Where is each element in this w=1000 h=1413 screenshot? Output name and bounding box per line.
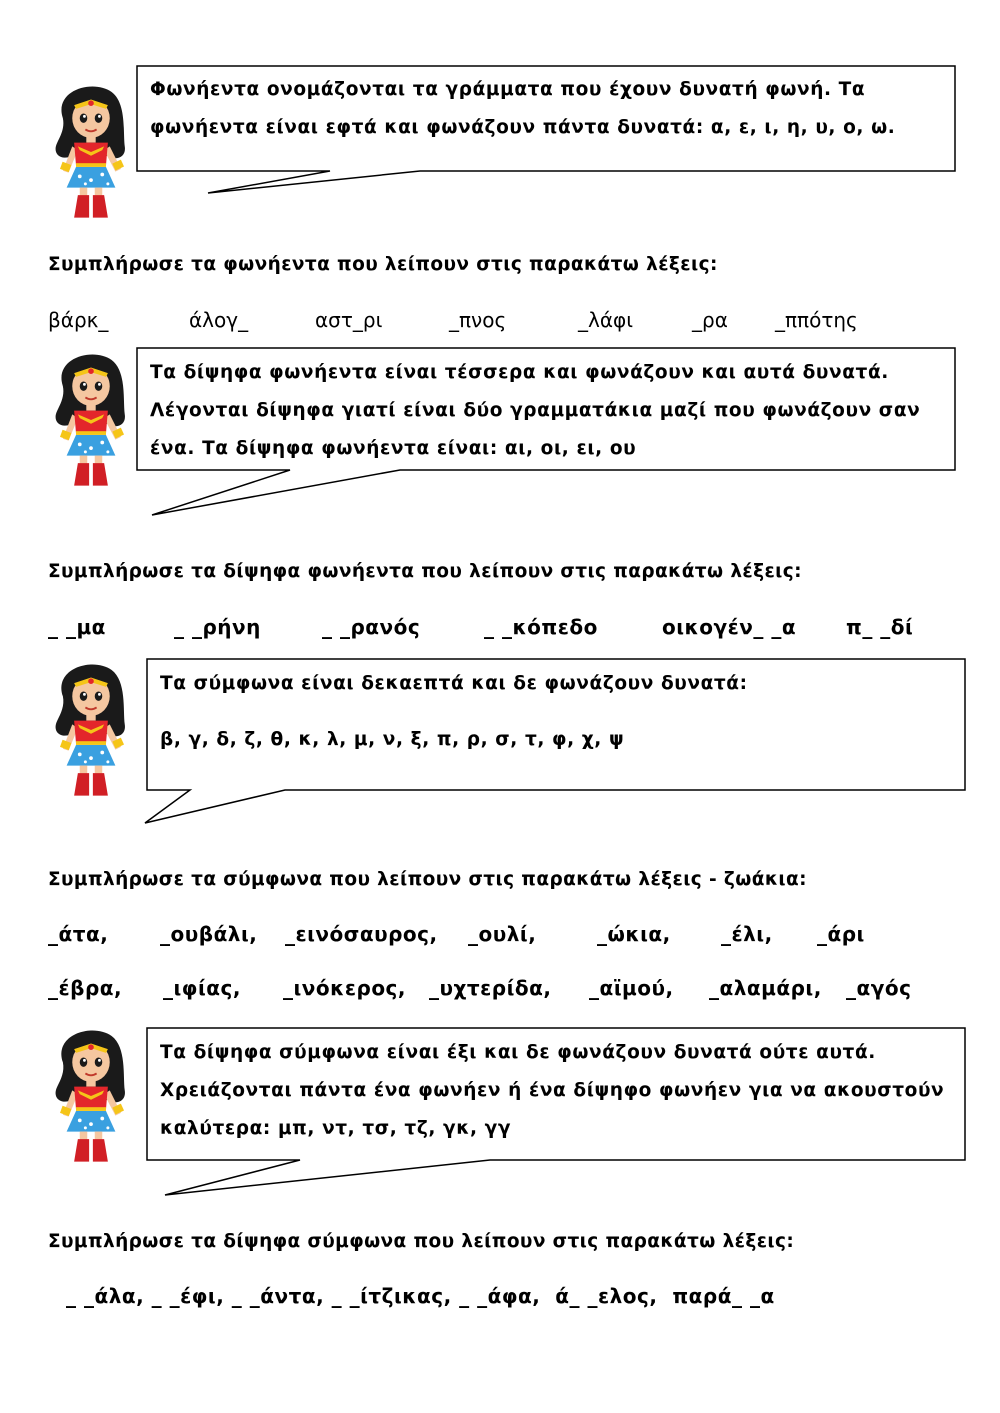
- word-blank: _ουβάλι,: [160, 922, 258, 946]
- instruction: Συμπλήρωσε τα φωνήεντα που λείπουν στις παρακάτω λέξεις:: [48, 254, 718, 275]
- word-blank: αστ_ρι: [315, 308, 383, 332]
- word-blank: _υχτερίδα,: [429, 976, 552, 1000]
- bubble-line: φωνήεντα είναι εφτά και φωνάζουν πάντα δυνατά: α, ε, ι, η, υ, ο, ω.: [150, 117, 896, 138]
- word-blank: _ρα: [692, 308, 728, 332]
- bubble-text: [160, 666, 748, 758]
- word-blank: _αλαμάρι,: [709, 976, 822, 1000]
- instruction: Συμπλήρωσε τα δίψηφα σύμφωνα που λείπουν στις παρακάτω λέξεις:: [48, 1231, 795, 1252]
- instruction: Συμπλήρωσε τα δίψηφα φωνήεντα που λείπουν στις παρακάτω λέξεις:: [48, 561, 802, 582]
- bubble-line: Φωνήεντα ονομάζονται τα γράμματα που έχουν δυνατή φωνή. Τα: [150, 79, 866, 100]
- word-blank: _ουλί,: [468, 922, 537, 946]
- exercise-row-animals-1: [0, 922, 1000, 952]
- word-blank: _εινόσαυρος,: [285, 922, 438, 946]
- bubble-line: ένα. Τα δίψηφα φωνήεντα είναι: αι, οι, ει, ου: [150, 438, 637, 459]
- word-blank: _αγός: [846, 976, 912, 1000]
- exercise-row-double-consonants: [0, 1284, 1000, 1314]
- word-blank: _ _μα: [48, 615, 106, 639]
- word-blank: _ώκια,: [597, 922, 671, 946]
- bubble-line: Τα δίψηφα φωνήεντα είναι τέσσερα και φωνάζουν και αυτά δυνατά.: [150, 362, 889, 383]
- bubble-line: καλύτερα: μπ, ντ, τσ, τζ, γκ, γγ: [160, 1118, 512, 1139]
- word-blank: π_ _δί: [846, 615, 914, 639]
- exercise-row-animals-2: [0, 976, 1000, 1006]
- word-blank: _άτα,: [48, 922, 109, 946]
- word-blank: _αϊμού,: [589, 976, 674, 1000]
- bubble-text: [160, 1034, 944, 1148]
- instruction: Συμπλήρωσε τα σύμφωνα που λείπουν στις παρακάτω λέξεις - ζωάκια:: [48, 869, 807, 890]
- word-blank: _έβρα,: [48, 976, 123, 1000]
- word-blank: _λάφι: [578, 308, 633, 332]
- bubble-text: [150, 71, 895, 147]
- word-blank: _ππότης: [775, 308, 858, 332]
- word-blank: _ _ρανός: [322, 615, 421, 639]
- word-blank: _έλι,: [721, 922, 773, 946]
- word-blank: _ιφίας,: [163, 976, 241, 1000]
- word-blank: _πνος: [449, 308, 507, 332]
- word-blank: _ _άλα, _ _έφι, _ _άντα, _ _ίτζικας, _ _άφα, ά_ _ελος, παρά_ _α: [66, 1284, 775, 1308]
- word-blank: _ _κόπεδο: [484, 615, 598, 639]
- word-blank: _ _ρήνη: [174, 615, 261, 639]
- word-blank: οικογέν_ _α: [662, 615, 797, 639]
- bubble-line: Λέγονται δίψηφα γιατί είναι δύο γραμματάκια μαζί που φωνάζουν σαν: [150, 400, 921, 421]
- bubble-line: Τα δίψηφα σύμφωνα είναι έξι και δε φωνάζουν δυνατά ούτε αυτά.: [160, 1042, 876, 1063]
- word-blank: _άρι: [817, 922, 865, 946]
- bubble-line: Τα σύμφωνα είναι δεκαεπτά και δε φωνάζουν δυνατά:: [160, 673, 748, 694]
- word-blank: άλογ_: [189, 308, 249, 332]
- bubble-line: Χρειάζονται πάντα ένα φωνήεν ή ένα δίψηφο φωνήεν για να ακουστούν: [160, 1080, 945, 1101]
- bubble-text: [150, 354, 920, 468]
- word-blank: βάρκ_: [48, 308, 109, 332]
- bubble-line: β, γ, δ, ζ, θ, κ, λ, μ, ν, ξ, π, ρ, σ, τ, φ, χ, ψ: [160, 729, 625, 750]
- word-blank: _ινόκερος,: [283, 976, 407, 1000]
